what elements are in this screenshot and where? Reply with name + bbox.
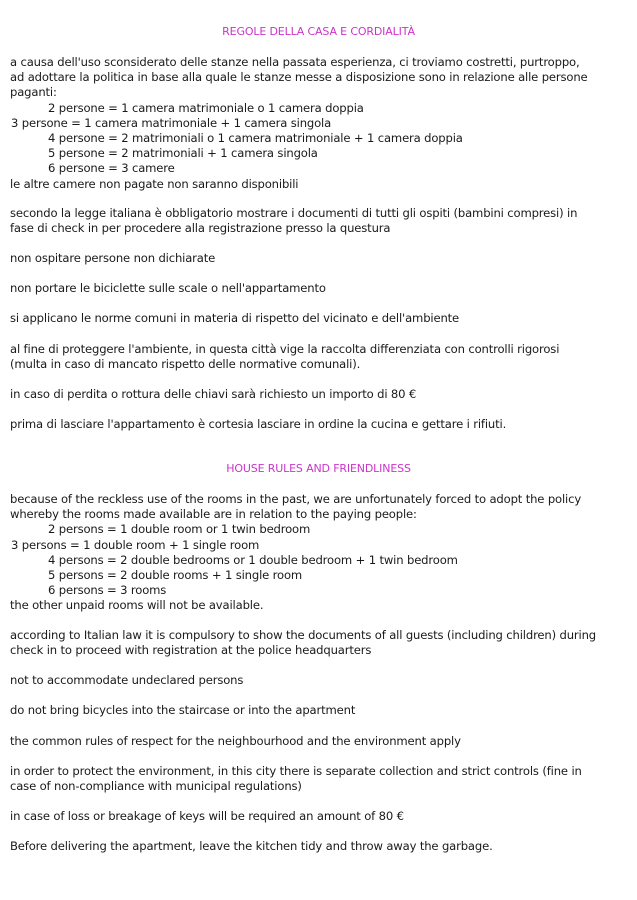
english-neighbours-rule (10, 734, 628, 749)
english-env-line: case of non-compliance with municipal regulations) (10, 779, 302, 794)
english-law-line: according to Italian law it is compulsory to show the documents of all guests (including children) during (10, 628, 597, 642)
english-bikes-text: do not bring bicycles into the staircase or into the apartment (10, 703, 356, 717)
italian-room-rule: 4 persone = 2 matrimoniali o 1 camera matrimoniale + 1 camera doppia (48, 130, 463, 145)
english-intro (10, 492, 628, 614)
italian-leave-rule (10, 417, 628, 432)
italian-law-line: fase di check in per procedere alla registrazione presso la questura (10, 221, 391, 236)
italian-intro-line: paganti: (10, 85, 57, 100)
italian-law-rule (10, 206, 628, 236)
english-room-rule: 5 persons = 2 double rooms + 1 single room (48, 567, 303, 582)
italian-unpaid-note: le altre camere non pagate non saranno disponibili (10, 176, 299, 191)
italian-env-line: (multa in caso di mancato rispetto delle normative comunali). (10, 357, 361, 372)
italian-room-rule: 3 persone = 1 camera matrimoniale + 1 camera singola (11, 115, 332, 130)
italian-title: REGOLE DELLA CASA E CORDIALITÀ (222, 25, 415, 38)
italian-guests-text: non ospitare persone non dichiarate (10, 251, 216, 265)
italian-intro (10, 55, 628, 192)
italian-keys-text: in caso di perdita o rottura delle chiavi sarà richiesto un importo di 80 € (10, 387, 417, 401)
english-room-rule: 3 persons = 1 double room + 1 single room (11, 537, 260, 552)
english-law-rule (10, 628, 628, 658)
english-environment-rule (10, 764, 628, 794)
english-intro-line: whereby the rooms made available are in relation to the paying people: (10, 507, 417, 522)
italian-room-rule: 5 persone = 2 matrimoniali + 1 camera singola (48, 146, 318, 161)
english-room-rule: 4 persons = 2 double bedrooms or 1 double bedroom + 1 twin bedroom (48, 552, 458, 567)
italian-neighbours-rule (10, 311, 628, 326)
english-guests-text: not to accommodate undeclared persons (10, 673, 244, 687)
italian-bikes-rule (10, 281, 628, 296)
italian-leave-text: prima di lasciare l'appartamento è cortesia lasciare in ordine la cucina e gettare i rifiuti. (10, 417, 507, 431)
italian-room-rule: 6 persone = 3 camere (48, 161, 175, 176)
italian-neighbours-text: si applicano le norme comuni in materia di rispetto del vicinato e dell'ambiente (10, 311, 460, 325)
italian-law-line: secondo la legge italiana è obbligatorio mostrare i documenti di tutti gli ospiti (bambini compresi) in (10, 206, 578, 220)
english-room-rule: 6 persons = 3 rooms (48, 583, 167, 598)
english-keys-text: in case of loss or breakage of keys will be required an amount of 80 € (10, 809, 404, 823)
english-leave-text: Before delivering the apartment, leave the kitchen tidy and throw away the garbage. (10, 839, 493, 853)
english-bikes-rule (10, 703, 628, 718)
english-unpaid-note: the other unpaid rooms will not be available. (10, 598, 264, 613)
english-guests-rule (10, 673, 628, 688)
italian-intro-line: ad adottare la politica in base alla quale le stanze messe a disposizione sono in relazione alle persone (10, 70, 588, 85)
italian-bikes-text: non portare le biciclette sulle scale o nell'appartamento (10, 281, 326, 295)
english-keys-rule (10, 809, 628, 824)
italian-guests-rule (10, 251, 628, 266)
english-title: HOUSE RULES AND FRIENDLINESS (226, 462, 411, 475)
italian-env-line: al fine di proteggere l'ambiente, in questa città vige la raccolta differenziata con controlli rigorosi (10, 342, 560, 356)
english-law-line: check in to proceed with registration at the police headquarters (10, 643, 372, 658)
english-env-line: in order to protect the environment, in this city there is separate collection and strict controls (fine in (10, 764, 582, 778)
english-intro-line: because of the reckless use of the rooms in the past, we are unfortunately forced to adopt the policy (10, 492, 582, 506)
english-room-rule: 2 persons = 1 double room or 1 twin bedroom (48, 522, 311, 537)
english-neighbours-text: the common rules of respect for the neighbourhood and the environment apply (10, 734, 461, 748)
english-leave-rule (10, 839, 628, 854)
italian-keys-rule (10, 387, 628, 402)
italian-intro-line: a causa dell'uso sconsiderato delle stanze nella passata esperienza, ci troviamo costretti, purtroppo, (10, 55, 580, 69)
italian-environment-rule (10, 342, 628, 372)
italian-room-rule: 2 persone = 1 camera matrimoniale o 1 camera doppia (48, 100, 364, 115)
